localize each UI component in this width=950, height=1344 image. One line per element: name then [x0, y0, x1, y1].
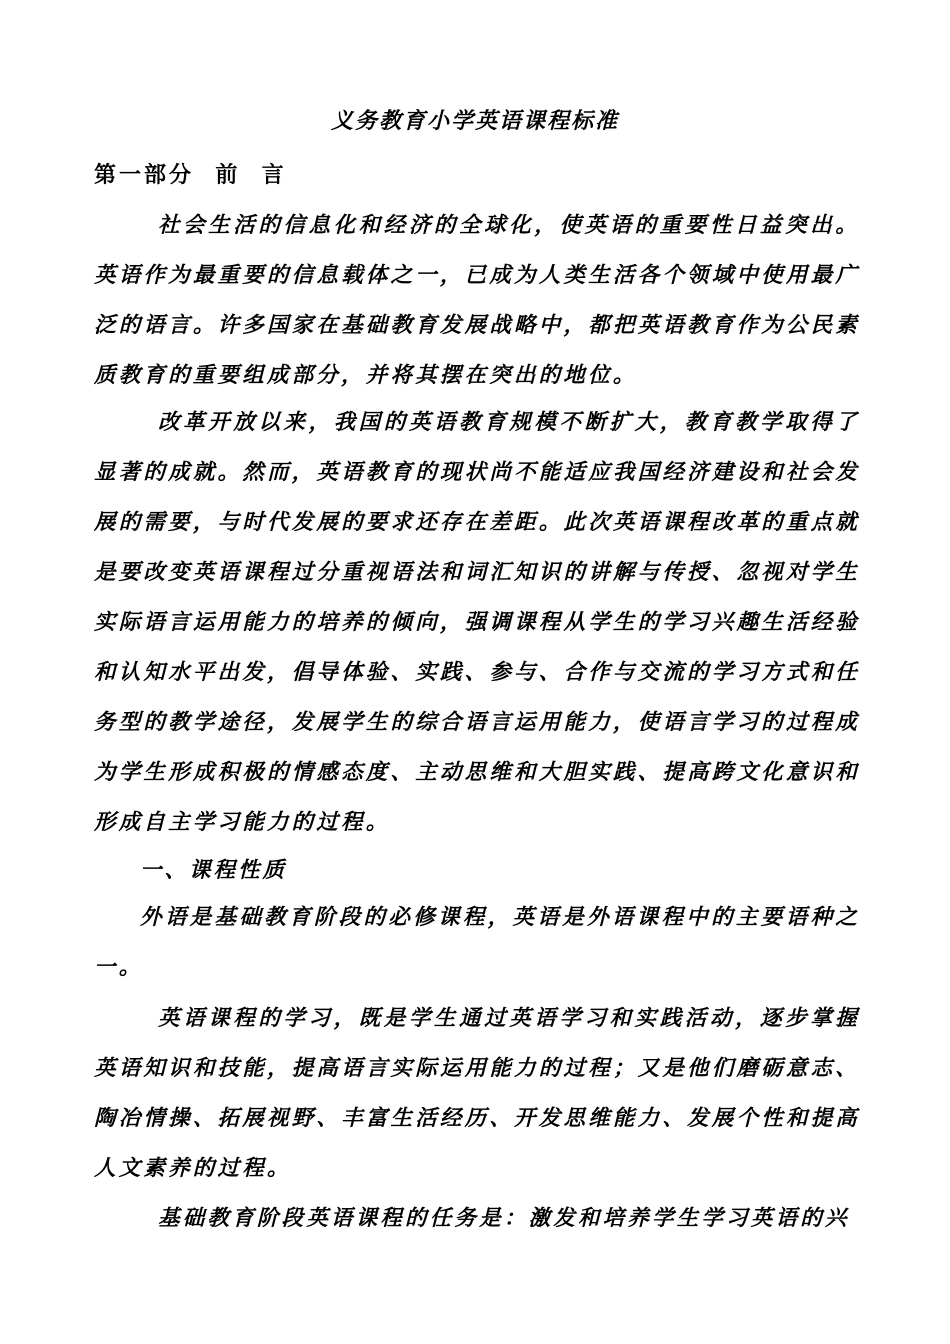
paragraph-course-nature-1: 外语是基础教育阶段的必修课程，英语是外语课程中的主要语种之一。 [94, 905, 860, 980]
document-title: 义务教育小学英语课程标准 [330, 108, 619, 134]
paragraph-preface-2: 改革开放以来，我国的英语教育规模不断扩大，教育教学取得了显著的成就。然而，英语教育的现状尚不能适应我国经济建设和社会发展的需要，与时代发展的要求还存在差距。此次英语课程改革的重点就是要改变英语课程过分重视语法和词汇知识的讲解与传授、忽视对学生实际语言运用能力的培养的倾向，强调课程从学生的学习兴趣生活经验和认知水平出发，倡导体验、实践、参与、合作与交流的学习方式和任务型的教学途径，发展学生的综合语言运用能力，使语言学习的过程成为学生形成积极的情感态度、主动思维和大胆实践、提高跨文化意识和形成自主学习能力的过程。 [94, 410, 860, 835]
subsection-heading-course-nature: 一、课程性质 [140, 858, 288, 883]
paragraph-preface-1: 社会生活的信息化和经济的全球化，使英语的重要性日益突出。英语作为最重要的信息载体之一，已成为人类生活各个领域中使用最广泛的语言。许多国家在基础教育发展战略中，都把英语教育作为公民素质教育的重要组成部分，并将其摆在突出的地位。 [94, 213, 860, 388]
paragraph-course-task: 基础教育阶段英语课程的任务是：激发和培养学生学习英语的兴 [158, 1206, 850, 1231]
paragraph-course-nature-2: 英语课程的学习，既是学生通过英语学习和实践活动，逐步掌握英语知识和技能，提高语言实际运用能力的过程；又是他们磨砺意志、陶冶情操、拓展视野、丰富生活经历、开发思维能力、发展个性和提高人文素养的过程。 [94, 1006, 860, 1181]
part-heading: 第一部分 前 言 [94, 162, 287, 188]
